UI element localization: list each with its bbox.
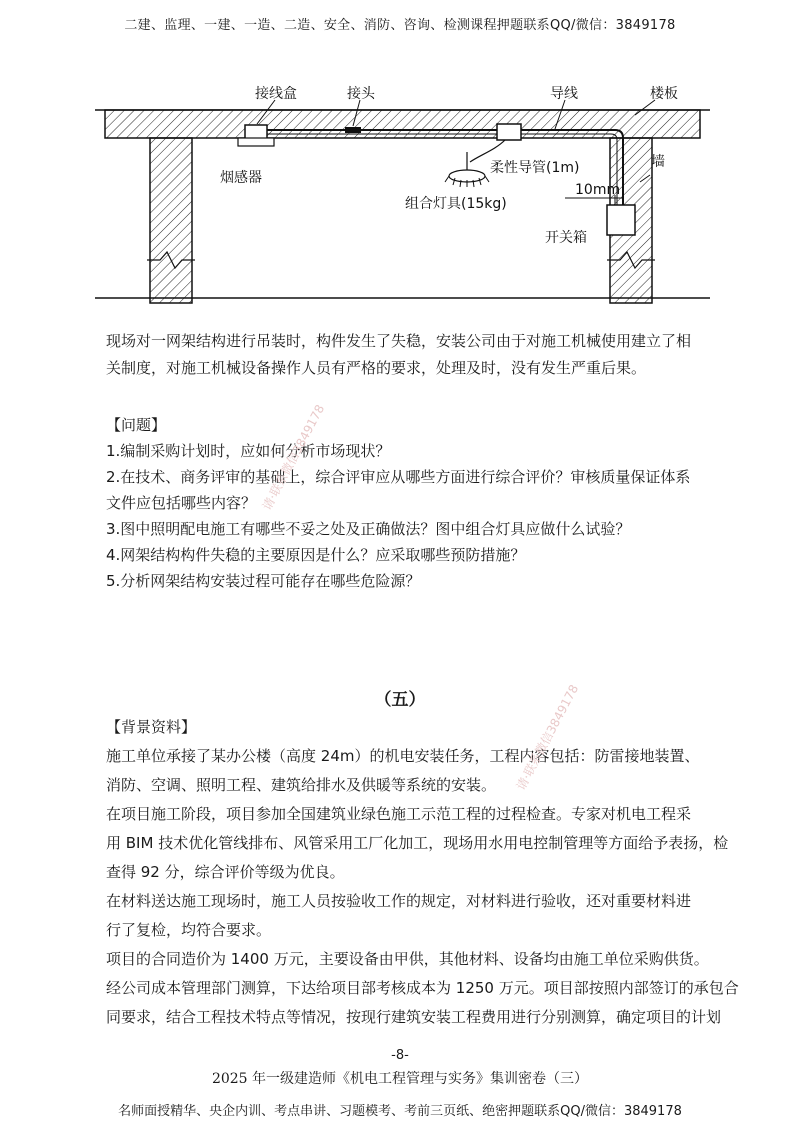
label-clearance: 10mm	[575, 182, 621, 198]
questions-heading: 【问题】	[106, 416, 167, 434]
question-line: 5.分析网架结构安装过程可能存在哪些危险源？	[106, 572, 421, 590]
background-line: 经公司成本管理部门测算，下达给项目部考核成本为 1250 万元。项目部按照内部签订的承包合	[106, 979, 739, 997]
paragraph-line: 关制度，对施工机械设备操作人员有严格的要求，处理及时，没有发生严重后果。	[106, 359, 647, 377]
smoke-detector	[238, 138, 274, 146]
page-number: -8-	[391, 1048, 409, 1063]
background-line: 项目的合同造价为 1400 万元，主要设备由甲供，其他材料、设备均由施工单位采购供货。	[106, 950, 709, 968]
footer-ad-line: 名师面授精华、央企内训、考点串讲、习题模考、考前三页纸、绝密押题联系QQ/微信：3849178	[118, 1104, 682, 1119]
background-line: 行了复检，均符合要求。	[106, 921, 272, 939]
label-flexible-conduit: 柔性导管(1m)	[490, 160, 580, 176]
background-line: 在项目施工阶段，项目参加全国建筑业绿色施工示范工程的过程检查。专家对机电工程采	[106, 805, 692, 823]
switch-box	[607, 205, 635, 235]
watermark: 请·联系微信3849178	[513, 682, 582, 793]
wiring-diagram	[95, 70, 715, 310]
label-fixture: 组合灯具(15kg)	[405, 196, 507, 212]
fixture-symbol	[445, 152, 489, 187]
question-line: 1.编制采购计划时，应如何分析市场现状？	[106, 442, 391, 460]
background-line: 查得 92 分，综合评价等级为优良。	[106, 863, 345, 881]
watermark: 请·联系微信3849178	[259, 402, 328, 513]
label-wire: 导线	[550, 86, 578, 102]
header-ad-line: 二建、监理、一建、一造、二造、安全、消防、咨询、检测课程押题联系QQ/微信：3849178	[124, 18, 676, 33]
label-smoke-detector: 烟感器	[220, 170, 262, 186]
footer-title: 2025 年一级建造师《机电工程管理与实务》集训密卷（三）	[211, 1071, 589, 1087]
background-line: 同要求，结合工程技术特点等情况，按现行建筑安装工程费用进行分别测算，确定项目的计划	[106, 1008, 722, 1026]
questions-block	[106, 412, 746, 594]
label-wall: 墙	[651, 154, 665, 170]
ceiling-box	[497, 124, 521, 140]
label-switch-box: 开关箱	[545, 230, 587, 246]
background-heading: 【背景资料】	[106, 718, 197, 736]
paragraph-line: 现场对一网架结构进行吊装时，构件发生了失稳，安装公司由于对施工机械使用建立了相	[106, 332, 692, 350]
background-line: 消防、空调、照明工程、建筑给排水及供暖等系统的安装。	[106, 776, 497, 794]
label-joint: 接头	[347, 86, 375, 102]
joint	[345, 127, 361, 133]
paragraph-incident	[106, 328, 746, 382]
background-line: 施工单位承接了某办公楼（高度 24m）的机电安装任务，工程内容包括：防雷接地装置、	[106, 747, 700, 765]
background-line: 在材料送达施工现场时，施工人员按验收工作的规定，对材料进行验收，还对重要材料进	[106, 892, 692, 910]
question-line: 文件应包括哪些内容？	[106, 494, 257, 512]
question-line: 3.图中照明配电施工有哪些不妥之处及正确做法？图中组合灯具应做什么试验？	[106, 520, 631, 538]
section-title: （五）	[374, 690, 426, 710]
label-floor-slab: 楼板	[650, 86, 678, 102]
label-junction-box: 接线盒	[255, 86, 297, 102]
left-wall	[150, 138, 192, 303]
background-line: 用 BIM 技术优化管线排布、风管采用工厂化加工，现场用水用电控制管理等方面给予表扬，检	[106, 834, 729, 852]
question-line: 2.在技术、商务评审的基础上，综合评审应从哪些方面进行综合评价？审核质量保证体系	[106, 468, 691, 486]
question-line: 4.网架结构构件失稳的主要原因是什么？应采取哪些预防措施？	[106, 546, 526, 564]
background-block	[106, 713, 746, 1032]
